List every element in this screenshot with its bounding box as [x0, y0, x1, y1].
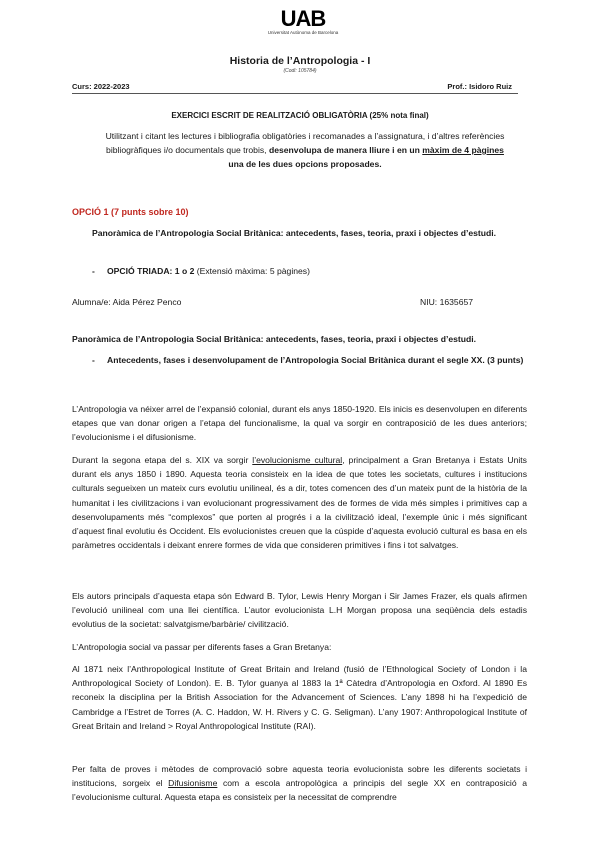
exercise-heading: EXERCICI ESCRIT DE REALITZACIÓ OBLIGATÒRIA (25% nota final) [171, 111, 429, 120]
option-chosen-label: OPCIÓ TRIADA: 1 o 2 [107, 266, 197, 276]
option-label: OPCIÓ 1 (7 punts sobre 10) [72, 207, 189, 217]
intro-end: una de les dues opcions proposades. [228, 159, 382, 169]
option-dash: - [92, 266, 95, 276]
section-title: Panoràmica de l’Antropologia Social Britànica: antecedents, fases, teoria, praxi i objectes d’estudi. [72, 334, 477, 344]
exercise-intro [100, 129, 510, 171]
p2-rest: , principalment a Gran Bretanya i Estats Units durant els anys 1850 i 1890. Aquesta teoria consisteix en la idea de que totes les societats, cultures i institucions culturals segueixen un mateix curs evolutiu unilineal, és a dir, totes comencen des d’un mateix punt de la història de la humanitat i les civilitzacions i van evolucionant progressivament des de formes de vida més simples i primitives cap a desenvolupaments més “complexos” que porten al progrés i a la civilització ideal, l’exemple únic i més significant d’aquest final evolutiu és Occident. Els evolucionistes creuen que la cúspide d’aquesta evolució cultural es basa en els paràmetres occidentals i deixant enrere formes de vida que consideren primitives i fins i tot salvatges. [72, 455, 527, 551]
logo-mark: UAB [280, 6, 326, 31]
p2-start: Durant la segona etapa del s. XIX va sorgir [72, 455, 253, 465]
paragraph-5-text: Al 1871 neix l’Anthropological Institute of Great Britain and Ireland (fusió de l’Ethnological Society of London i la Anthropological Society of London). E. B. Tylor guanya al 1883 la 1ª Càtedra d’Antropologia en Oxford. Al 1890 Es reconeix la disciplina per la British Association for the Advancement of Sciences. L’any 1898 hi ha l’expedició de Cambridge a l’Estret de Torres (A. C. Haddon, W. H. Rivers y C. G. Seligman). L’any 1907: Anthropological Institute of Great Britain and Ireland > Royal Anthropological Institute (RAI). [72, 664, 527, 731]
paragraph-2 [72, 453, 527, 552]
p6-rest: com a escola antropològica a principis del segle XX en contraposició a l’evolucionisme cultural. Aquesta etapa es consisteix per la necessitat de comprendre [72, 778, 527, 803]
p2-term: l’evolucionisme cultural [252, 455, 343, 465]
course-title: Historia de l’Antropologia - I [229, 55, 371, 67]
option-description: Panoràmica de l’Antropologia Social Britànica: antecedents, fases, teoria, praxi i objectes d’estudi. [92, 228, 497, 238]
option-chosen-extra: (Extensió màxima: 5 pàgines) [196, 266, 310, 276]
professor: Prof.: Isidoro Ruiz [447, 82, 512, 91]
student-niu: NIU: 1635657 [420, 297, 474, 307]
paragraph-6 [72, 762, 527, 805]
logo-subtitle: Universitat Autònoma de Barcelona [267, 30, 339, 35]
paragraph-3 [72, 589, 527, 632]
paragraph-1 [72, 402, 527, 445]
paragraph-5 [72, 662, 527, 733]
section-dash: - [92, 355, 95, 365]
paragraph-6-text [72, 762, 527, 805]
paragraph-2-text [72, 453, 527, 552]
intro-text: Utilitzant i citant les lectures i bibliografia obligatòries i recomanades a l’assignatura, i d’altres referències bibliogràfiques i/o documentals que trobis, [105, 131, 505, 155]
p6-start: Per falta de proves i mètodes de comprovació sobre aquesta teoria evolucionista sobre les diferents societats i institucions, sorgeix el [72, 764, 527, 789]
paragraph-4-text: L’Antropologia social va passar per diferents fases a Gran Bretanya: [72, 642, 332, 652]
uab-logo [248, 8, 358, 36]
intro-underline: màxim de 4 pàgines [422, 145, 504, 155]
student-name: Alumna/e: Aida Pérez Penco [72, 297, 182, 307]
header-divider [72, 93, 518, 94]
p6-term: Difusionisme [168, 778, 218, 789]
paragraph-1-text: L’Antropologia va néixer arrel de l’expansió colonial, durant els anys 1850-1920. Els inicis es desenvolupen en diferents etapes que van donar origen a l’etapa del funcionalisme, la qual va sorgir en contraposició de les dues anteriors; l’evolucionisme i el difusionisme. [72, 404, 527, 443]
intro-bold: desenvolupa de manera lliure i en un [268, 145, 423, 155]
paragraph-4 [72, 640, 527, 654]
paragraph-3-text: Els autors principals d’aquesta etapa són Edward B. Tylor, Lewis Henry Morgan i Sir James Frazer, els quals afirmen l’evolució unilineal com una llei científica. L’autor evolucionista L.H Morgan proposa una seqüència dels estadis evolutius de la societat: salvatgisme/barbàrie/ civilització. [72, 591, 527, 630]
course-code: (Codi: 105784) [283, 68, 317, 74]
course-year: Curs: 2022-2023 [72, 82, 130, 91]
option-chosen [107, 264, 310, 278]
section-subtitle: Antecedents, fases i desenvolupament de l’Antropologia Social Britànica durant el segle XX. (3 punts) [107, 355, 524, 365]
